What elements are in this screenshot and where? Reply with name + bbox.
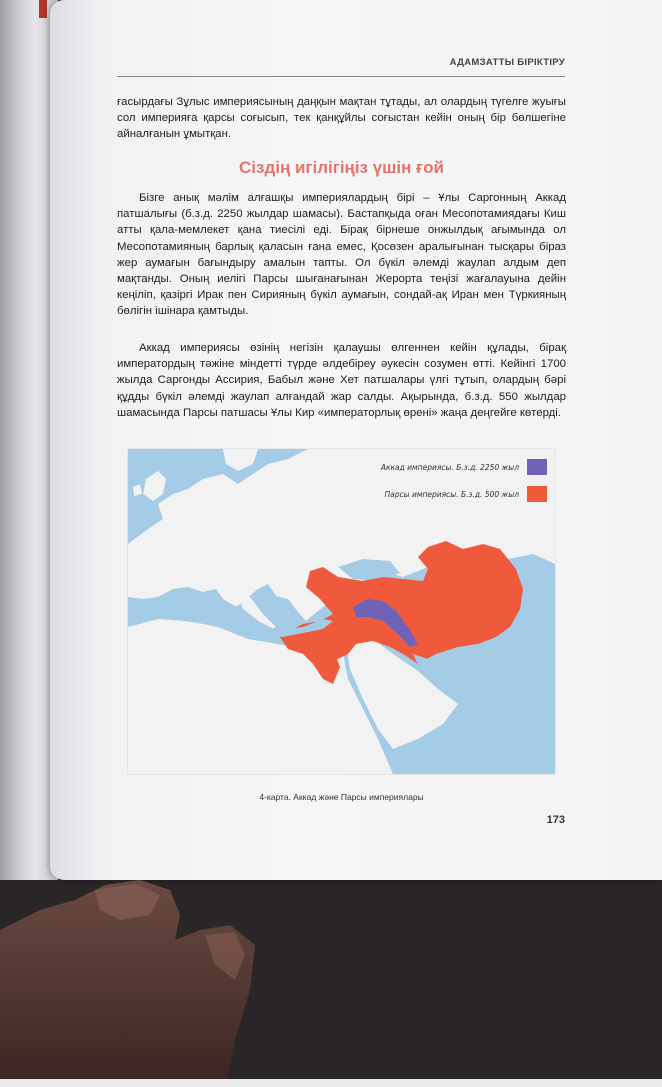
intro-paragraph: ғасырдағы Зұлыс империясының даңқын мақтан тұтады, ал олардың түгелге жуығы сол империяға қарсы соғысып, тек қанқұйлы соғыстан кейін оның бір бөлшегіне айналғанын ұмытқан. <box>117 96 566 141</box>
header-rule <box>117 76 565 77</box>
scandinavia <box>223 449 258 471</box>
bottom-edge <box>0 1079 662 1087</box>
section-heading: Сіздің игілігіңіз үшін ғой <box>239 158 444 177</box>
map-caption: 4-карта. Аккад және Парсы империялары <box>259 792 424 802</box>
legend-swatch-akkad <box>527 459 547 475</box>
body-paragraph-2: Аккад империясы өзінің негізін қалаушы өлгеннен кейін құлады, бірақ императордың тәжіне міндетті түрде әлдебіреу әукесін созумен өтті. Кейінгі 1700 жылда Саргонды Ассирия, Бабыл және Хет патшалары үлгі тұтып, олардың бәрі құдды бүкіл әлемді жаулап алғандай жар салды. Ақырында, б.з.д. 550 жылдар шамасында Парсы патшасы Ұлы Кир «императорлық өрені» жаңа деңгейге көтерді. <box>117 342 566 419</box>
hand-holding-book <box>0 870 300 1087</box>
page-number: 173 <box>546 814 565 826</box>
legend-label-persia: Парсы империясы. Б.з.д. 500 жыл <box>384 489 519 499</box>
running-head: АДАМЗАТТЫ БІРІКТІРУ <box>449 57 565 68</box>
body-paragraph-1: Бізге анық мәлім алғашқы империялардың бірі – Ұлы Саргонның Аккад патшалығы (б.з.д. 2250 жылдар шамасы). Бастапқыда оған Месопотамиядағы Киш атты қала-мемлекет қана тиесілі еді. Бірақ бірнеше онжылдық ағымында ол Месопотамияның барлық қаласын ғана емес, Қосөзен аралығынан тысқары біраз жер аумағын бағындыру амалын тапты. Ол бүкіл әлемді жаулап алдым деп мақтанды. Оның иелігі Парсы шығанағынан Жерорта теңізі жағалауына дейін кеңіліп, қазіргі Ирак пен Сирияның бүкіл аумағын, сондай-ақ Иран мен Түркияның бөлігін ішінара қамтыды. <box>117 192 566 318</box>
legend-swatch-persia <box>527 486 547 502</box>
legend-label-akkad: Аккад империясы. Б.з.д. 2250 жыл <box>380 462 519 472</box>
british-isles <box>133 471 166 501</box>
empire-map <box>128 449 555 774</box>
bookmark-ribbon <box>39 0 47 18</box>
legend-item-persia <box>385 486 547 502</box>
legend-item-akkad <box>381 459 547 475</box>
